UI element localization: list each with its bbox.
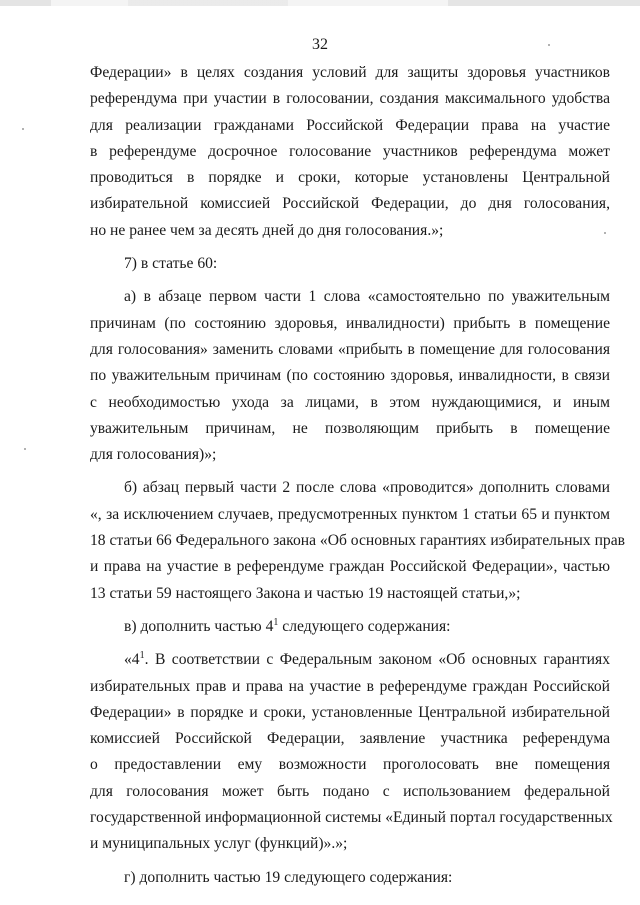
scan-speck bbox=[24, 448, 26, 450]
text-line: референдума при участии в голосовании, создания максимального удобства bbox=[90, 90, 610, 108]
text-line: г) дополнить частью 19 следующего содержания: bbox=[124, 868, 453, 886]
document-body bbox=[90, 60, 626, 891]
text-line: б) абзац первый части 2 после слова «проводится» дополнить словами bbox=[124, 479, 610, 497]
text-line: и муниципальных услуг (функций)».»; bbox=[90, 835, 348, 853]
text-line: но не ранее чем за десять дней до дня голосования.»; bbox=[90, 221, 444, 239]
text-fragment: «4 bbox=[124, 651, 140, 669]
text-line: а) в абзаце первом части 1 слова «самостоятельно по уважительным bbox=[124, 288, 610, 306]
page-number: 32 bbox=[312, 36, 328, 53]
text-line: 13 статьи 59 настоящего Закона и частью 19 настоящей статьи,»; bbox=[90, 584, 521, 602]
scan-speck bbox=[22, 128, 24, 130]
text-line: Федерации» в целях создания условий для защиты здоровья участников bbox=[90, 64, 610, 81]
text-line: комиссией Российской Федерации, заявление участника референдума bbox=[90, 730, 610, 748]
text-line: для голосования может быть подано с использованием федеральной bbox=[90, 782, 610, 800]
text-line: Федерации» в порядке и сроки, установленные Центральной избирательной bbox=[90, 703, 610, 721]
text-line: и права на участие в референдуме граждан Российской Федерации», частью bbox=[90, 558, 610, 576]
superscript: 1 bbox=[139, 650, 145, 662]
text-line: «, за исключением случаев, предусмотренных пунктом 1 статьи 65 и пунктом bbox=[90, 505, 610, 523]
text-line: о предоставлении ему возможности проголосовать вне помещения bbox=[90, 756, 610, 774]
text-line: избирательной комиссией Российской Федерации, до дня голосования, bbox=[90, 195, 610, 213]
text-line: проводиться в порядке и сроки, которые установлены Центральной bbox=[90, 169, 610, 187]
text-fragment: в) дополнить частью 4 bbox=[124, 617, 274, 635]
scan-edge-artifact bbox=[0, 0, 640, 6]
text-line: с необходимостью ухода за лицами, в этом нуждающимися, и иным bbox=[90, 393, 610, 411]
text-line: для реализации гражданами Российской Федерации права на участие bbox=[90, 116, 610, 134]
text-line: уважительным причинам, не позволяющим прибыть в помещение bbox=[90, 419, 610, 437]
text-fragment: . В соответствии с Федеральным законом «Об основных гарантиях bbox=[144, 651, 610, 669]
text-line: по уважительным причинам (по состоянию здоровья, инвалидности, в связи bbox=[90, 367, 610, 385]
list-item-heading: 7) в статье 60: bbox=[124, 255, 218, 273]
text-line: избирательных прав и права на участие в референдуме граждан Российской bbox=[90, 677, 610, 695]
text-line: для голосования» заменить словами «прибыть в помещение для голосования bbox=[90, 340, 610, 358]
text-line: в референдуме досрочное голосование участников референдума может bbox=[90, 142, 610, 160]
text-line bbox=[90, 614, 610, 640]
text-line: 18 статьи 66 Федерального закона «Об основных гарантиях избирательных прав bbox=[90, 532, 626, 550]
text-fragment: следующего содержания: bbox=[278, 617, 451, 635]
superscript: 1 bbox=[273, 616, 279, 628]
text-line: государственной информационной системы «Единый портал государственных bbox=[90, 809, 613, 827]
text-line bbox=[90, 647, 610, 673]
text-line: причинам (по состоянию здоровья, инвалидности) прибыть в помещение bbox=[90, 314, 610, 332]
text-line: для голосования)»; bbox=[90, 446, 217, 464]
